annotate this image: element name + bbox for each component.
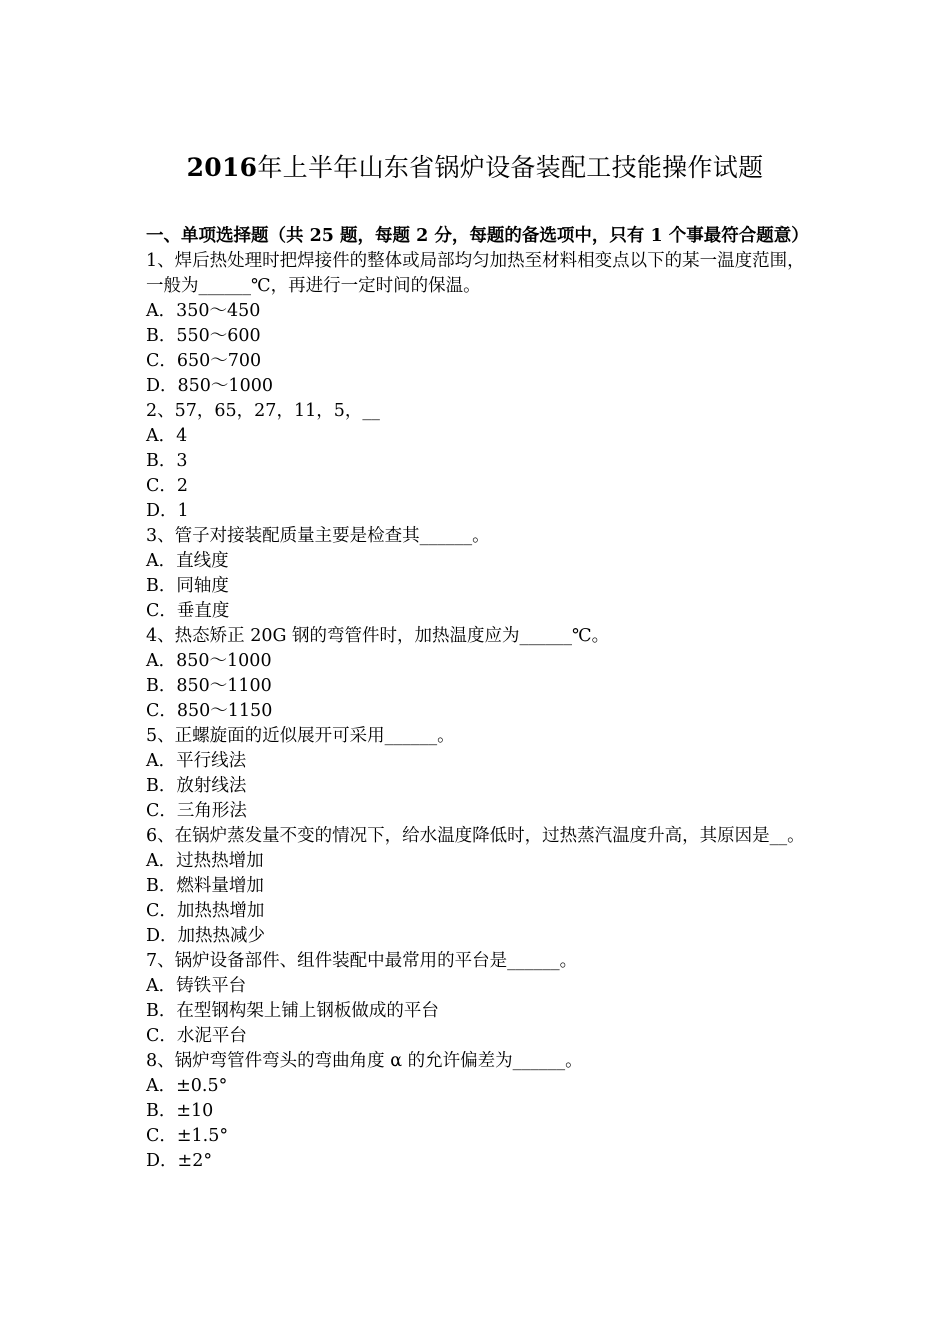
- question-8: [146, 1049, 810, 1174]
- answer-option: A．平行线法: [146, 751, 247, 771]
- answer-option: D．1: [146, 501, 189, 521]
- answer-option: B．燃料量增加: [146, 876, 264, 896]
- document-body: [146, 224, 810, 1174]
- answer-option: C．650～700: [146, 351, 262, 371]
- answer-option: B．±10: [146, 1101, 214, 1121]
- answer-option: B．同轴度: [146, 576, 229, 596]
- answer-option: C．水泥平台: [146, 1026, 247, 1046]
- question-stem: 4、热态矫正 20G 钢的弯管件时，加热温度应为______℃。: [146, 626, 610, 646]
- option-list: [146, 749, 810, 824]
- answer-option: A．铸铁平台: [146, 976, 247, 996]
- question-list: [146, 249, 810, 1174]
- answer-option: B．850～1100: [146, 676, 272, 696]
- answer-option: A．350～450: [146, 301, 261, 321]
- answer-option: D．加热热减少: [146, 926, 266, 946]
- question-4: [146, 624, 810, 724]
- section-heading: 一、单项选择题（共 25 题，每题 2 分，每题的备选项中，只有 1 个事最符合题意）: [146, 226, 809, 246]
- question-stem: 3、管子对接装配质量主要是检查其______。: [146, 526, 490, 546]
- question-5: [146, 724, 810, 824]
- answer-option: A．4: [146, 426, 188, 446]
- answer-option: B．放射线法: [146, 776, 247, 796]
- answer-option: C．垂直度: [146, 601, 230, 621]
- question-1: [146, 249, 810, 399]
- answer-option: A．850～1000: [146, 651, 272, 671]
- answer-option: C．850～1150: [146, 701, 273, 721]
- answer-option: B．550～600: [146, 326, 261, 346]
- answer-option: C．三角形法: [146, 801, 247, 821]
- title-year: 2016: [186, 153, 258, 182]
- question-stem: 1、焊后热处理时把焊接件的整体或局部均匀加热至材料相变点以下的某一温度范围，一般为______℃，再进行一定时间的保温。: [146, 251, 805, 296]
- question-7: [146, 949, 810, 1049]
- question-6: [146, 824, 810, 949]
- answer-option: D．±2°: [146, 1151, 213, 1171]
- question-3: [146, 524, 810, 624]
- answer-option: D．850～1000: [146, 376, 273, 396]
- option-list: [146, 1074, 810, 1174]
- option-list: [146, 549, 810, 624]
- option-list: [146, 849, 810, 949]
- question-2: [146, 399, 810, 524]
- option-list: [146, 649, 810, 724]
- question-stem: 8、锅炉弯管件弯头的弯曲角度 α 的允许偏差为______。: [146, 1051, 583, 1071]
- document-title: [0, 150, 950, 186]
- question-stem: 7、锅炉设备部件、组件装配中最常用的平台是______。: [146, 951, 578, 971]
- option-list: [146, 299, 810, 399]
- answer-option: C．2: [146, 476, 189, 496]
- answer-option: C．加热热增加: [146, 901, 265, 921]
- question-stem: 6、在锅炉蒸发量不变的情况下，给水温度降低时，过热蒸汽温度升高，其原因是__。: [146, 826, 805, 846]
- answer-option: C．±1.5°: [146, 1126, 229, 1146]
- answer-option: A．±0.5°: [146, 1076, 228, 1096]
- option-list: [146, 974, 810, 1049]
- question-stem: 2、57，65，27，11，5，__: [146, 401, 380, 421]
- option-list: [146, 424, 810, 524]
- answer-option: B．3: [146, 451, 188, 471]
- answer-option: A．直线度: [146, 551, 229, 571]
- question-stem: 5、正螺旋面的近似展开可采用______。: [146, 726, 455, 746]
- title-text: 年上半年山东省锅炉设备装配工技能操作试题: [257, 153, 764, 182]
- answer-option: B．在型钢构架上铺上钢板做成的平台: [146, 1001, 439, 1021]
- answer-option: A．过热热增加: [146, 851, 264, 871]
